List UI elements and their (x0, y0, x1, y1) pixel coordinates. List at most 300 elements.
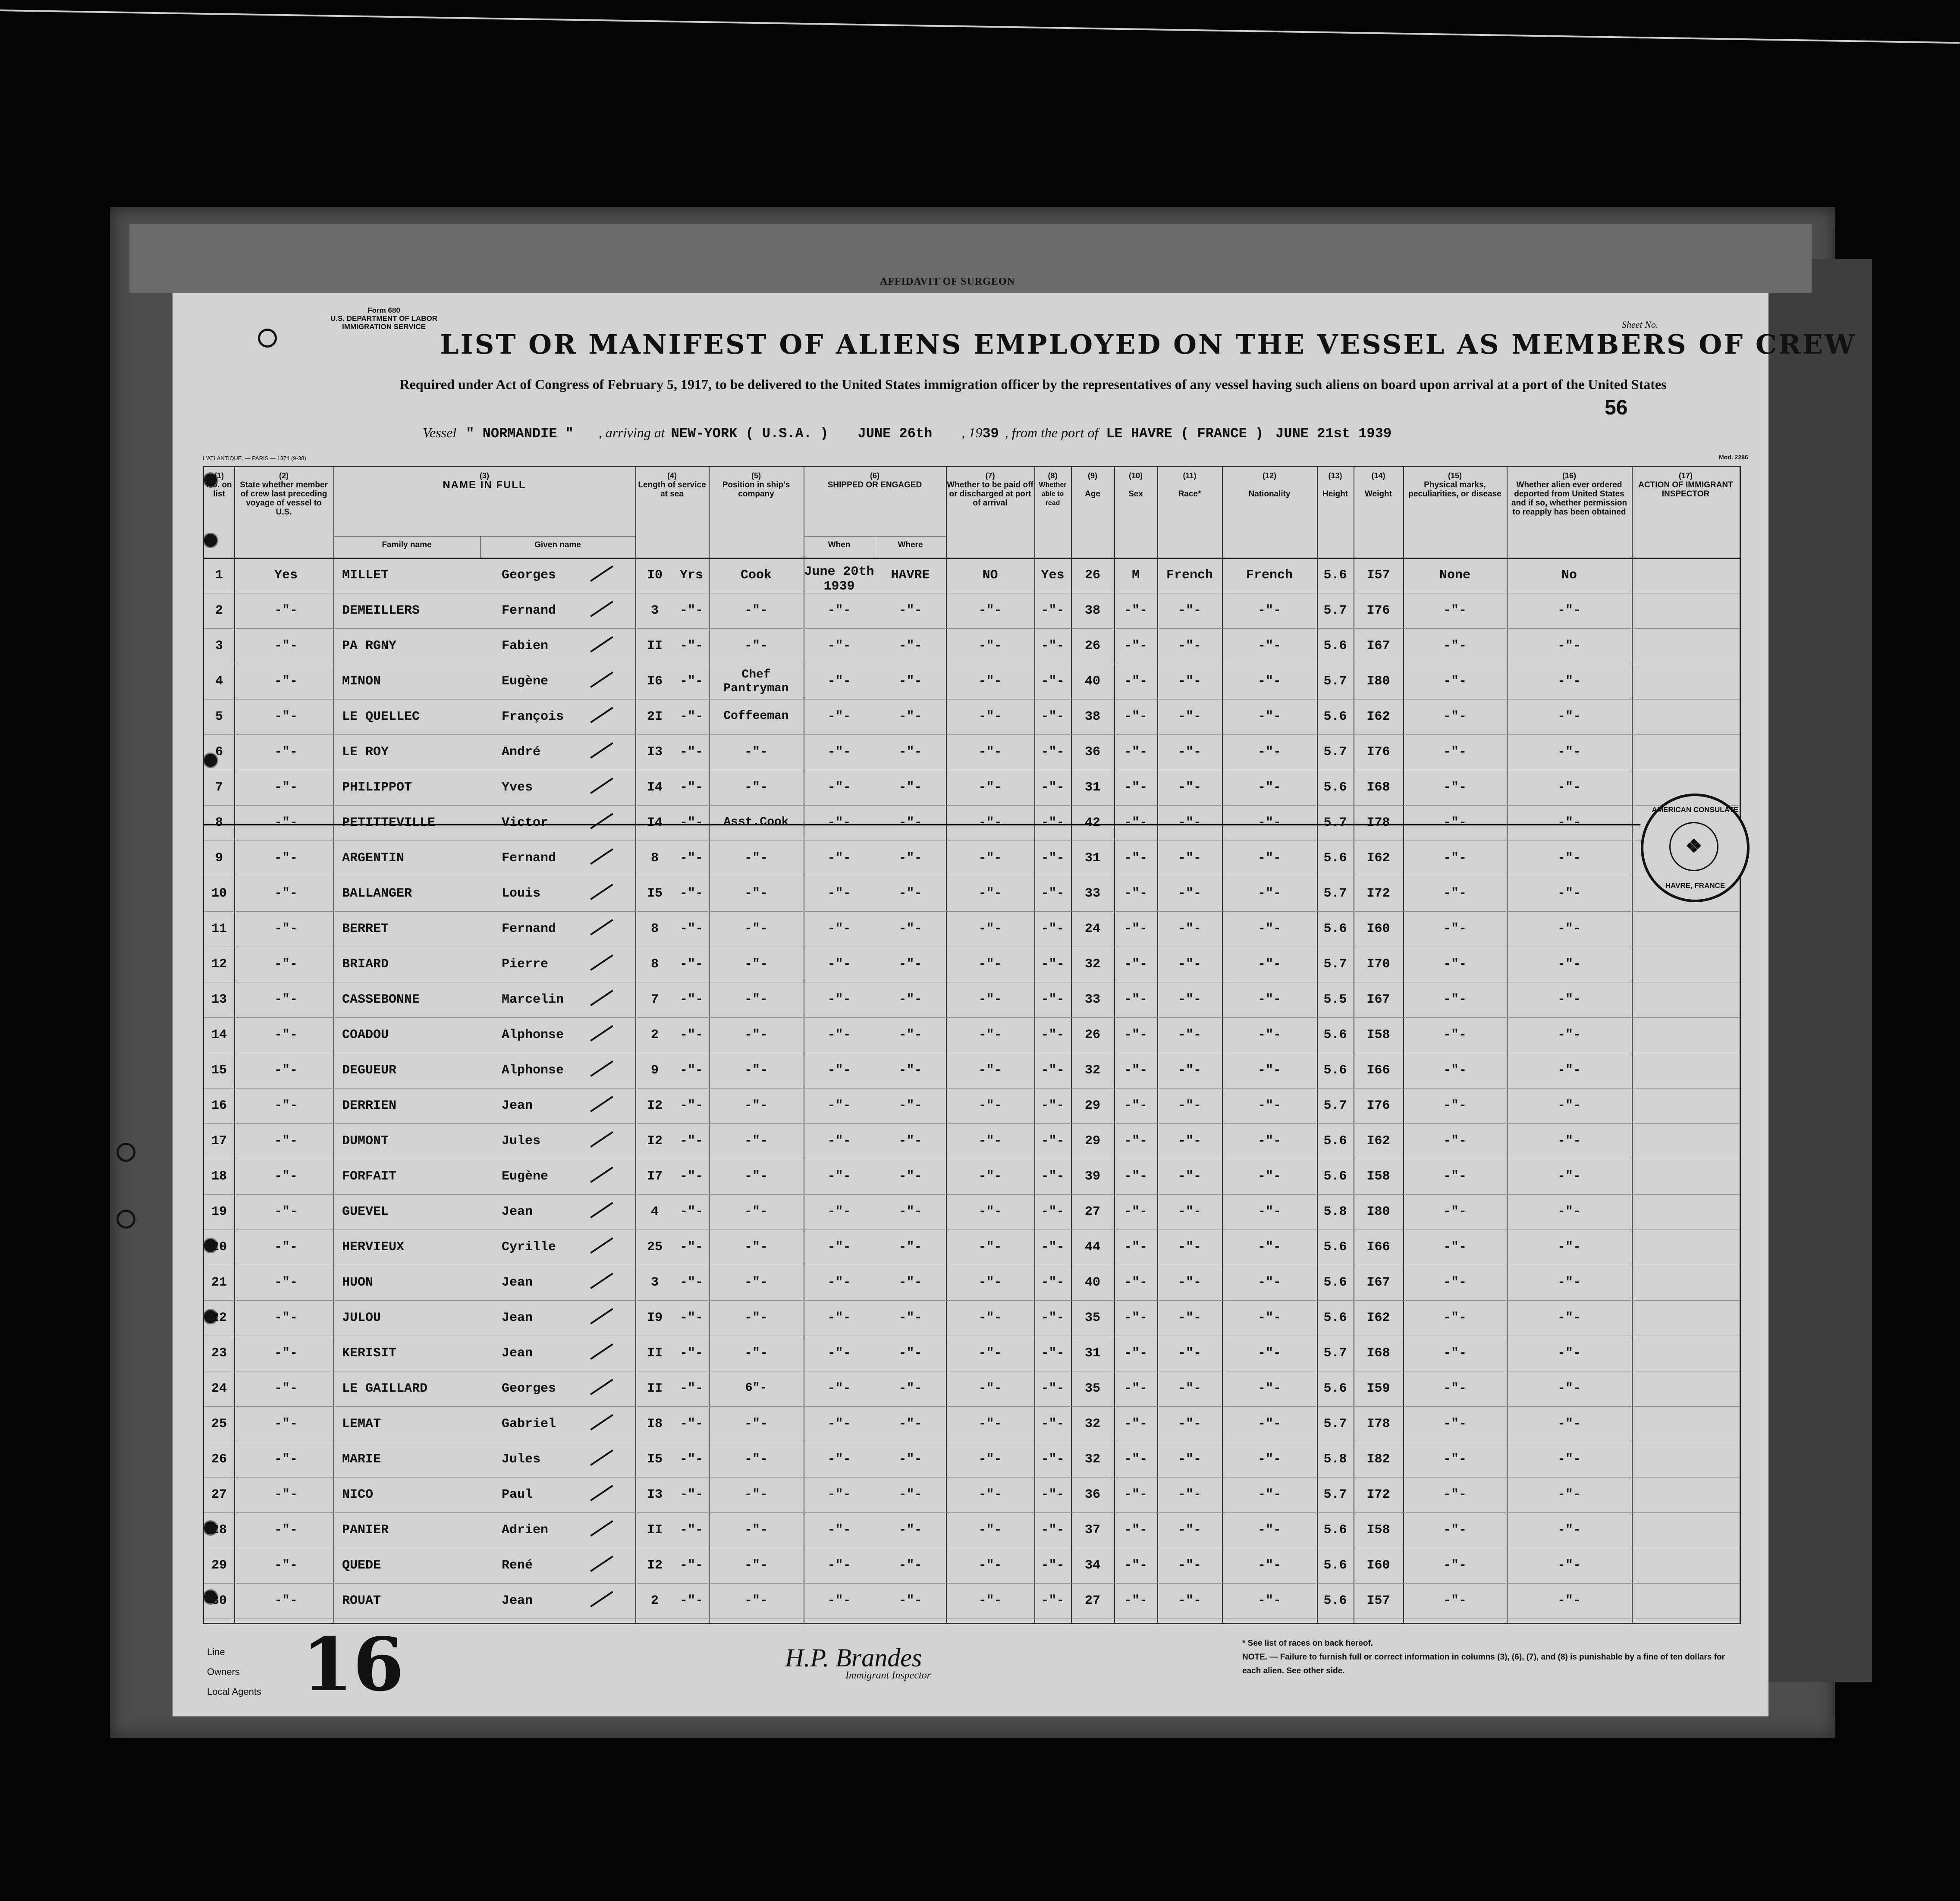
position-ditto: -"- (744, 603, 768, 618)
ditto-mark: -"- (827, 780, 851, 795)
given-name: Pierre (502, 957, 549, 972)
ditto-mark: -"- (827, 1169, 851, 1184)
weight-value: I82 (1366, 1452, 1390, 1467)
ditto-mark: -"- (898, 639, 922, 653)
arriving-label: , arriving at (598, 425, 665, 440)
arrival-date: JUNE 26th (858, 426, 933, 442)
vessel-name: " NORMANDIE " (466, 426, 574, 442)
ditto-mark: -"- (1443, 1240, 1467, 1255)
height-value: 5.7 (1323, 886, 1347, 901)
nationality-value: French (1246, 568, 1293, 583)
row-number: 19 (211, 1205, 227, 1219)
inspector-signature: H.P. Brandes (785, 1644, 922, 1672)
height-value: 5.6 (1323, 1134, 1347, 1148)
height-value: 5.6 (1323, 568, 1347, 583)
given-name: Eugène (502, 674, 549, 689)
ditto-mark: -"- (1557, 1311, 1581, 1325)
family-name: KERISIT (342, 1346, 397, 1361)
ditto-mark: -"- (1257, 780, 1281, 795)
service-length: I3 (647, 745, 663, 759)
age-value: 29 (1084, 1098, 1100, 1113)
ditto-mark: -"- (1178, 1240, 1201, 1255)
given-name: René (502, 1558, 533, 1573)
height-value: 5.6 (1323, 1240, 1347, 1255)
races-note: * See list of races on back hereof. (1242, 1639, 1373, 1648)
given-name: Fernand (502, 851, 556, 866)
ditto-mark: -"- (1124, 1346, 1147, 1361)
ditto-mark: -"- (1178, 1063, 1201, 1078)
form-info (319, 306, 449, 331)
stamp-top-text: AMERICAN CONSULATE (1652, 806, 1739, 814)
ditto-mark: -"- (679, 1028, 703, 1042)
row-number: 1 (215, 568, 223, 583)
ditto-mark: -"- (1041, 1346, 1065, 1361)
height-value: 5.6 (1323, 1275, 1347, 1290)
position-ditto: -"- (744, 1098, 768, 1113)
position-ditto: -"- (744, 1558, 768, 1573)
position-ditto: -"- (744, 1240, 768, 1255)
ditto-mark: -"- (1124, 1417, 1147, 1431)
ditto-mark: -"- (1557, 780, 1581, 795)
ditto-mark: -"- (978, 1417, 1002, 1431)
row-number: 4 (215, 674, 223, 689)
ditto-mark: -"- (827, 851, 851, 866)
ditto-mark: -"- (827, 1063, 851, 1078)
ditto-mark: -"- (898, 1417, 922, 1431)
service-length: I5 (647, 1452, 663, 1467)
ditto-mark: -"- (1257, 1240, 1281, 1255)
punch-ring (258, 329, 277, 348)
row-rule (204, 1017, 1740, 1018)
row-rule (204, 1583, 1740, 1584)
row-number: 24 (211, 1381, 227, 1396)
service-length: 2 (650, 1594, 659, 1608)
col-header-1: (1) No. on list (206, 471, 232, 499)
age-value: 33 (1084, 886, 1100, 901)
ditto-mark: -"- (1178, 639, 1201, 653)
ditto-mark: -"- (274, 886, 298, 901)
ditto-mark: -"- (827, 886, 851, 901)
ditto-mark: -"- (1124, 851, 1147, 866)
height-value: 5.6 (1323, 1594, 1347, 1608)
col-header-11: (11) Race* (1178, 471, 1201, 499)
ditto-mark: -"- (1178, 1098, 1201, 1113)
position-ditto: -"- (744, 851, 768, 866)
height-value: 5.6 (1323, 1311, 1347, 1325)
ditto-mark: -"- (1124, 603, 1147, 618)
ditto-mark: -"- (827, 1558, 851, 1573)
ditto-mark: -"- (1557, 816, 1581, 830)
weight-value: I76 (1366, 603, 1390, 618)
ditto-mark: -"- (1557, 886, 1581, 901)
ditto-mark: -"- (827, 674, 851, 689)
ditto-mark: -"- (1443, 709, 1467, 724)
ditto-mark: -"- (827, 992, 851, 1007)
given-name: André (502, 745, 541, 759)
age-value: 31 (1084, 780, 1100, 795)
ditto-mark: -"- (679, 1381, 703, 1396)
height-value: 5.7 (1323, 957, 1347, 972)
ditto-mark: -"- (827, 1487, 851, 1502)
age-value: 32 (1084, 1452, 1100, 1467)
sheet-no-label: Sheet No. (1622, 319, 1658, 330)
ditto-mark: -"- (898, 922, 922, 936)
family-name: DEGUEUR (342, 1063, 397, 1078)
ditto-mark: -"- (978, 1028, 1002, 1042)
ditto-mark: -"- (1443, 1346, 1467, 1361)
height-value: 5.6 (1323, 780, 1347, 795)
ditto-mark: -"- (1557, 1169, 1581, 1184)
header-rule (204, 558, 1740, 559)
ditto-mark: -"- (898, 1346, 922, 1361)
top-edge-line (0, 9, 1960, 44)
ditto-mark: -"- (679, 1063, 703, 1078)
ditto-mark: -"- (679, 1523, 703, 1537)
family-name: MILLET (342, 568, 389, 583)
arriving-port: NEW-YORK ( U.S.A. ) (671, 426, 829, 442)
weight-value: I70 (1366, 957, 1390, 972)
ditto-mark: -"- (827, 745, 851, 759)
given-name: Fernand (502, 922, 556, 936)
ditto-mark: -"- (1557, 674, 1581, 689)
weight-value: I58 (1366, 1028, 1390, 1042)
height-value: 5.6 (1323, 1028, 1347, 1042)
ditto-mark: -"- (898, 1205, 922, 1219)
ditto-mark: -"- (827, 1594, 851, 1608)
ditto-mark: -"- (978, 922, 1002, 936)
family-name: HERVIEUX (342, 1240, 405, 1255)
ditto-mark: -"- (1041, 1558, 1065, 1573)
ditto-mark: -"- (1178, 674, 1201, 689)
ditto-mark: -"- (679, 1275, 703, 1290)
height-value: 5.6 (1323, 709, 1347, 724)
ditto-mark: -"- (1124, 1311, 1147, 1325)
position-value: Chef Pantryman (723, 668, 789, 695)
ditto-mark: -"- (1557, 603, 1581, 618)
footer-labels (207, 1642, 261, 1702)
given-name: Gabriel (502, 1417, 556, 1431)
position-ditto: -"- (744, 1452, 768, 1467)
row-rule (204, 699, 1740, 700)
row-rule (204, 628, 1740, 629)
ditto-mark: -"- (1257, 922, 1281, 936)
ditto-mark: -"- (1041, 1417, 1065, 1431)
ditto-mark: -"- (1557, 922, 1581, 936)
position-ditto: -"- (744, 1205, 768, 1219)
service-length: I2 (647, 1134, 663, 1148)
family-name: BALLANGER (342, 886, 412, 901)
ditto-mark: -"- (898, 851, 922, 866)
ditto-mark: -"- (1041, 1063, 1065, 1078)
position-value: 6"- (745, 1381, 767, 1395)
ditto-mark: -"- (1178, 1028, 1201, 1042)
ditto-mark: -"- (1178, 1523, 1201, 1537)
ditto-mark: -"- (978, 816, 1002, 830)
ditto-mark: -"- (1041, 1240, 1065, 1255)
ditto-mark: -"- (679, 1487, 703, 1502)
ditto-mark: -"- (1257, 1452, 1281, 1467)
ditto-mark: -"- (274, 851, 298, 866)
vessel-line (423, 425, 1391, 442)
ditto-mark: -"- (1257, 957, 1281, 972)
ditto-mark: -"- (1178, 1205, 1201, 1219)
ditto-mark: -"- (1443, 674, 1467, 689)
ditto-mark: -"- (274, 1240, 298, 1255)
ditto-mark: -"- (274, 1063, 298, 1078)
given-name: Jean (502, 1098, 533, 1113)
ditto-mark: -"- (274, 1452, 298, 1467)
ditto-mark: -"- (978, 851, 1002, 866)
height-value: 5.8 (1323, 1205, 1347, 1219)
height-value: 5.6 (1323, 851, 1347, 866)
row-number: 8 (215, 816, 223, 830)
ditto-mark: -"- (1257, 816, 1281, 830)
family-name: DEMEILLERS (342, 603, 420, 618)
column-divider (1632, 467, 1633, 1623)
given-name: Marcelin (502, 992, 564, 1007)
family-name: BERRET (342, 922, 389, 936)
ditto-mark: -"- (1178, 1417, 1201, 1431)
ditto-mark: -"- (1124, 1063, 1147, 1078)
ditto-mark: -"- (1257, 1063, 1281, 1078)
ditto-mark: -"- (978, 1098, 1002, 1113)
row-rule (204, 734, 1740, 735)
row-number: 7 (215, 780, 223, 795)
ditto-mark: -"- (978, 1346, 1002, 1361)
age-value: 33 (1084, 992, 1100, 1007)
service-length: I4 (647, 816, 663, 830)
height-value: 5.7 (1323, 674, 1347, 689)
family-name: JULOU (342, 1311, 381, 1325)
ditto-mark: -"- (1178, 957, 1201, 972)
service-length: 25 (647, 1240, 663, 1255)
local-agents-label: Local Agents (207, 1686, 261, 1697)
ditto-mark: -"- (1041, 1134, 1065, 1148)
position-ditto: -"- (744, 1523, 768, 1537)
age-value: 31 (1084, 1346, 1100, 1361)
ditto-mark: -"- (1178, 1311, 1201, 1325)
row-number: 17 (211, 1134, 227, 1148)
ditto-mark: -"- (679, 639, 703, 653)
ditto-mark: -"- (1257, 674, 1281, 689)
ditto-mark: -"- (978, 1275, 1002, 1290)
given-name: Jean (502, 1346, 533, 1361)
weight-value: I80 (1366, 1205, 1390, 1219)
ditto-mark: -"- (1257, 1523, 1281, 1537)
position-ditto: -"- (744, 1028, 768, 1042)
col-header-10: (10) Sex (1128, 471, 1143, 499)
age-value: 35 (1084, 1311, 1100, 1325)
owners-label: Owners (207, 1666, 240, 1677)
position-ditto: -"- (744, 1594, 768, 1608)
age-value: 42 (1084, 816, 1100, 830)
ditto-mark: -"- (827, 709, 851, 724)
eagle-seal-icon: ❖ (1669, 822, 1718, 871)
row-rule (204, 805, 1740, 806)
handwritten-line-number: 16 (302, 1622, 404, 1708)
sheet-number: 56 (1605, 396, 1628, 419)
row-number: 30 (211, 1594, 227, 1608)
ditto-mark: -"- (1124, 1594, 1147, 1608)
ditto-mark: -"- (898, 1063, 922, 1078)
ditto-mark: -"- (898, 1452, 922, 1467)
ditto-mark: -"- (1443, 851, 1467, 866)
ditto-mark: -"- (1178, 709, 1201, 724)
given-name: Louis (502, 886, 541, 901)
ditto-mark: -"- (1041, 1311, 1065, 1325)
ditto-mark: -"- (1257, 709, 1281, 724)
row-number: 14 (211, 1028, 227, 1042)
row-number: 10 (211, 886, 227, 901)
family-name: DUMONT (342, 1134, 389, 1148)
ditto-mark: -"- (679, 709, 703, 724)
ditto-mark: -"- (1178, 886, 1201, 901)
age-value: 26 (1084, 1028, 1100, 1042)
ditto-mark: -"- (1041, 992, 1065, 1007)
ditto-mark: -"- (827, 639, 851, 653)
ditto-mark: -"- (1041, 1098, 1065, 1113)
row-number: 15 (211, 1063, 227, 1078)
ditto-mark: -"- (978, 1205, 1002, 1219)
ditto-mark: -"- (274, 1205, 298, 1219)
family-name: PETITTEVILLE (342, 816, 436, 830)
ditto-mark: -"- (898, 709, 922, 724)
family-name: PA RGNY (342, 639, 397, 653)
given-name: Jean (502, 1275, 533, 1290)
service-length: 8 (650, 957, 659, 972)
position-ditto: -"- (744, 1417, 768, 1431)
age-value: 32 (1084, 957, 1100, 972)
ditto-mark: -"- (274, 1311, 298, 1325)
service-length: 3 (650, 603, 659, 618)
service-length: II (647, 1381, 663, 1396)
ditto-mark: -"- (978, 674, 1002, 689)
ditto-mark: -"- (1257, 1594, 1281, 1608)
weight-value: I66 (1366, 1063, 1390, 1078)
ditto-mark: -"- (679, 1558, 703, 1573)
row-number: 9 (215, 851, 223, 866)
ditto-mark: -"- (1443, 1594, 1467, 1608)
col-header-2: (2) State whether member of crew last preceding voyage of vessel to U.S. (240, 471, 328, 517)
ditto-mark: -"- (274, 745, 298, 759)
punch-ring (116, 1143, 135, 1162)
age-value: 36 (1084, 745, 1100, 759)
given-name: Yves (502, 780, 533, 795)
ditto-mark: -"- (1041, 709, 1065, 724)
strike-through-line (204, 824, 1640, 825)
height-value: 5.5 (1323, 992, 1347, 1007)
ditto-mark: -"- (1124, 886, 1147, 901)
age-value: 36 (1084, 1487, 1100, 1502)
ditto-mark: -"- (827, 957, 851, 972)
ditto-mark: -"- (898, 1028, 922, 1042)
where-subheader: Where (898, 540, 923, 549)
ditto-mark: -"- (274, 639, 298, 653)
row-number: 26 (211, 1452, 227, 1467)
service-length: 8 (650, 851, 659, 866)
ditto-mark: -"- (1041, 1028, 1065, 1042)
ditto-mark: -"- (1124, 639, 1147, 653)
row-number: 16 (211, 1098, 227, 1113)
required-text: Required under Act of Congress of February 5, 1917, to be delivered to the United States immigration officer by the representatives of any vessel having such aliens on board upon arrival at a port of the United States (399, 376, 1667, 392)
height-value: 5.7 (1323, 1487, 1347, 1502)
ditto-mark: -"- (1124, 1275, 1147, 1290)
ditto-mark: -"- (679, 886, 703, 901)
weight-value: I76 (1366, 745, 1390, 759)
ditto-mark: -"- (1443, 1028, 1467, 1042)
ditto-mark: -"- (1041, 1205, 1065, 1219)
height-value: 5.6 (1323, 639, 1347, 653)
row-number: 18 (211, 1169, 227, 1184)
ditto-mark: -"- (679, 745, 703, 759)
ditto-mark: -"- (1178, 1275, 1201, 1290)
ditto-mark: -"- (1443, 1169, 1467, 1184)
given-name: Alphonse (502, 1063, 564, 1078)
row-number: 2 (215, 603, 223, 618)
weight-value: I78 (1366, 816, 1390, 830)
service-length: II (647, 639, 663, 653)
ditto-mark: -"- (1041, 1523, 1065, 1537)
ditto-mark: -"- (274, 603, 298, 618)
ditto-mark: -"- (274, 1134, 298, 1148)
weight-value: I57 (1366, 568, 1390, 583)
ditto-mark: -"- (1178, 1452, 1201, 1467)
given-name: Fabien (502, 639, 549, 653)
paid-off: NO (982, 568, 998, 583)
service-length: 4 (650, 1205, 659, 1219)
ditto-mark: -"- (1443, 957, 1467, 972)
ditto-mark: -"- (827, 816, 851, 830)
ditto-mark: -"- (978, 603, 1002, 618)
footnote (1242, 1637, 1734, 1678)
ditto-mark: -"- (827, 1381, 851, 1396)
ditto-mark: -"- (1257, 851, 1281, 866)
ditto-mark: -"- (898, 674, 922, 689)
col-header-3: (3) NAME IN FULL (443, 471, 526, 491)
ditto-mark: -"- (1443, 1134, 1467, 1148)
height-value: 5.7 (1323, 1346, 1347, 1361)
ditto-mark: -"- (274, 1275, 298, 1290)
ditto-mark: -"- (1257, 1558, 1281, 1573)
ditto-mark: -"- (1557, 1063, 1581, 1078)
ditto-mark: -"- (679, 674, 703, 689)
family-name: PANIER (342, 1523, 389, 1537)
age-value: 29 (1084, 1134, 1100, 1148)
age-value: 24 (1084, 922, 1100, 936)
ditto-mark: -"- (978, 1594, 1002, 1608)
ditto-mark: -"- (1557, 1098, 1581, 1113)
service-length: I4 (647, 780, 663, 795)
weight-value: I72 (1366, 886, 1390, 901)
ditto-mark: -"- (1257, 1028, 1281, 1042)
given-name: Georges (502, 568, 556, 583)
ditto-mark: -"- (679, 1311, 703, 1325)
ditto-mark: -"- (679, 816, 703, 830)
ditto-mark: -"- (1178, 1594, 1201, 1608)
ditto-mark: -"- (1124, 992, 1147, 1007)
race-value: French (1166, 568, 1213, 583)
ditto-mark: -"- (1124, 709, 1147, 724)
family-name: NICO (342, 1487, 374, 1502)
column-divider (234, 467, 235, 1623)
crew-table (203, 466, 1741, 1624)
ditto-mark: -"- (1257, 1275, 1281, 1290)
weight-value: I60 (1366, 1558, 1390, 1573)
deported-value: No (1561, 568, 1577, 583)
col-header-4: (4) Length of service at sea (638, 471, 706, 499)
age-value: 38 (1084, 603, 1100, 618)
height-value: 5.6 (1323, 1523, 1347, 1537)
